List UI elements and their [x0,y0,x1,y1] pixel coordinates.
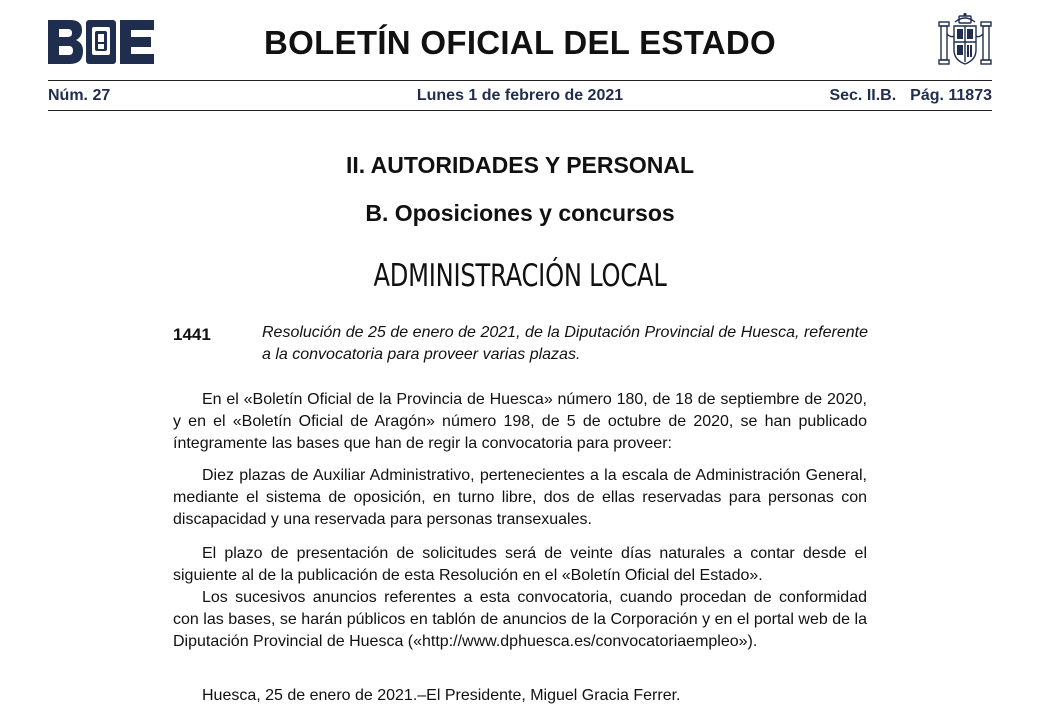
entry-title: Resolución de 25 de enero de 2021, de la Diputación Provincial de Huesca, referente a la convocatoria para proveer varias plazas. [262,324,868,363]
part-heading: II. AUTORIDADES Y PERSONAL [345,152,695,178]
body-paragraph: Diez plazas de Auxiliar Administrativo, pertenecientes a la escala de Administración General, mediante el sistema de oposición, en turno libre, dos de ellas reservadas para personas con discapacidad y una reservada para personas transexuales. [173,467,867,528]
issue-date: Lunes 1 de febrero de 2021 [416,87,624,104]
organism-heading: ADMINISTRACIÓN LOCAL [373,258,667,294]
body-paragraph: Los sucesivos anuncios referentes a esta convocatoria, cuando procedan de conformidad con las bases, se harán públicos en tablón de anuncios de la Corporación y en el portal web de la Diputación Provincial de Huesca («http://www.dphuesca.es/convocatoriaempleo»). [173,589,867,650]
issue-number: Núm. 27 [48,87,111,104]
masthead-title: BOLETÍN OFICIAL DEL ESTADO [264,24,776,61]
body-paragraph: En el «Boletín Oficial de la Provincia de Huesca» número 180, de 18 de septiembre de 2020, y en el «Boletín Oficial de Aragón» número 198, de 5 de octubre de 2020, se han publicado íntegramente las bases que han de regir la convocatoria para proveer: [173,391,867,452]
body-paragraph: El plazo de presentación de solicitudes será de veinte días naturales a contar desde el siguiente al de la publicación de esta Resolución en el «Boletín Oficial del Estado». [173,545,867,584]
section-label: Sec. II.B. [829,87,897,104]
subpart-heading: B. Oposiciones y concursos [365,200,675,226]
entry-number: 1441 [173,325,211,344]
section-page [829,87,992,105]
header-rule-bottom [48,110,992,111]
page-label: Pág. 11873 [910,87,992,104]
header-rule-top [48,80,992,81]
coat-of-arms-icon [937,12,993,70]
signature-line: Huesca, 25 de enero de 2021.–El Presidente, Miguel Gracia Ferrer. [202,687,681,704]
